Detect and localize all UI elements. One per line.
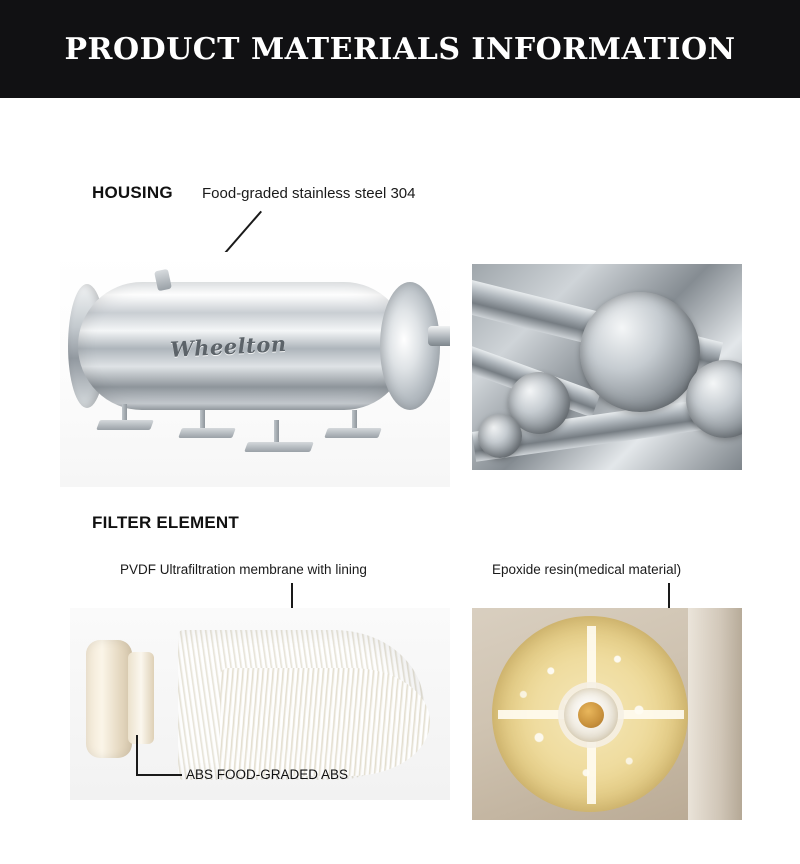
housing-material-value: Food-graded stainless steel 304	[202, 185, 416, 202]
page-title: PRODUCT MATERIALS INFORMATION	[64, 31, 736, 67]
steel-tube-opening	[478, 414, 522, 458]
stainless-steel-tubes-image	[472, 264, 742, 470]
filter-element-label: FILTER ELEMENT	[92, 513, 239, 532]
housing-leg	[274, 420, 279, 444]
resin-housing-edge	[688, 608, 742, 820]
abs-collar	[128, 652, 154, 744]
brand-logo-text: Wheelton	[169, 330, 288, 363]
membrane-leader-line	[291, 583, 293, 609]
housing-label: HOUSING	[92, 183, 173, 202]
steel-tube-opening	[580, 292, 700, 412]
housing-mounting-foot	[178, 428, 236, 438]
housing-right-cap	[380, 282, 440, 410]
resin-vane	[587, 626, 596, 696]
resin-leader-line	[668, 583, 670, 609]
resin-vane	[614, 710, 684, 719]
page-header-banner	[0, 0, 800, 98]
resin-center-core	[578, 702, 604, 728]
housing-mounting-foot	[96, 420, 154, 430]
housing-mounting-foot	[244, 442, 314, 452]
housing-product-image	[60, 252, 450, 487]
resin-caption: Epoxide resin(medical material)	[492, 562, 682, 577]
housing-outlet-port	[428, 326, 450, 346]
resin-vane	[587, 734, 596, 804]
abs-end-cap	[86, 640, 132, 758]
housing-top-valve	[154, 269, 172, 291]
abs-caption: ABS FOOD-GRADED ABS	[186, 767, 349, 782]
epoxide-resin-image	[472, 608, 742, 820]
membrane-caption: PVDF Ultrafiltration membrane with lining	[120, 562, 367, 577]
abs-leader-line-vertical	[136, 735, 138, 775]
abs-leader-line-horizontal	[136, 774, 182, 776]
housing-mounting-foot	[324, 428, 382, 438]
membrane-fiber-bundle-secondary	[220, 668, 430, 776]
resin-vane	[498, 710, 568, 719]
